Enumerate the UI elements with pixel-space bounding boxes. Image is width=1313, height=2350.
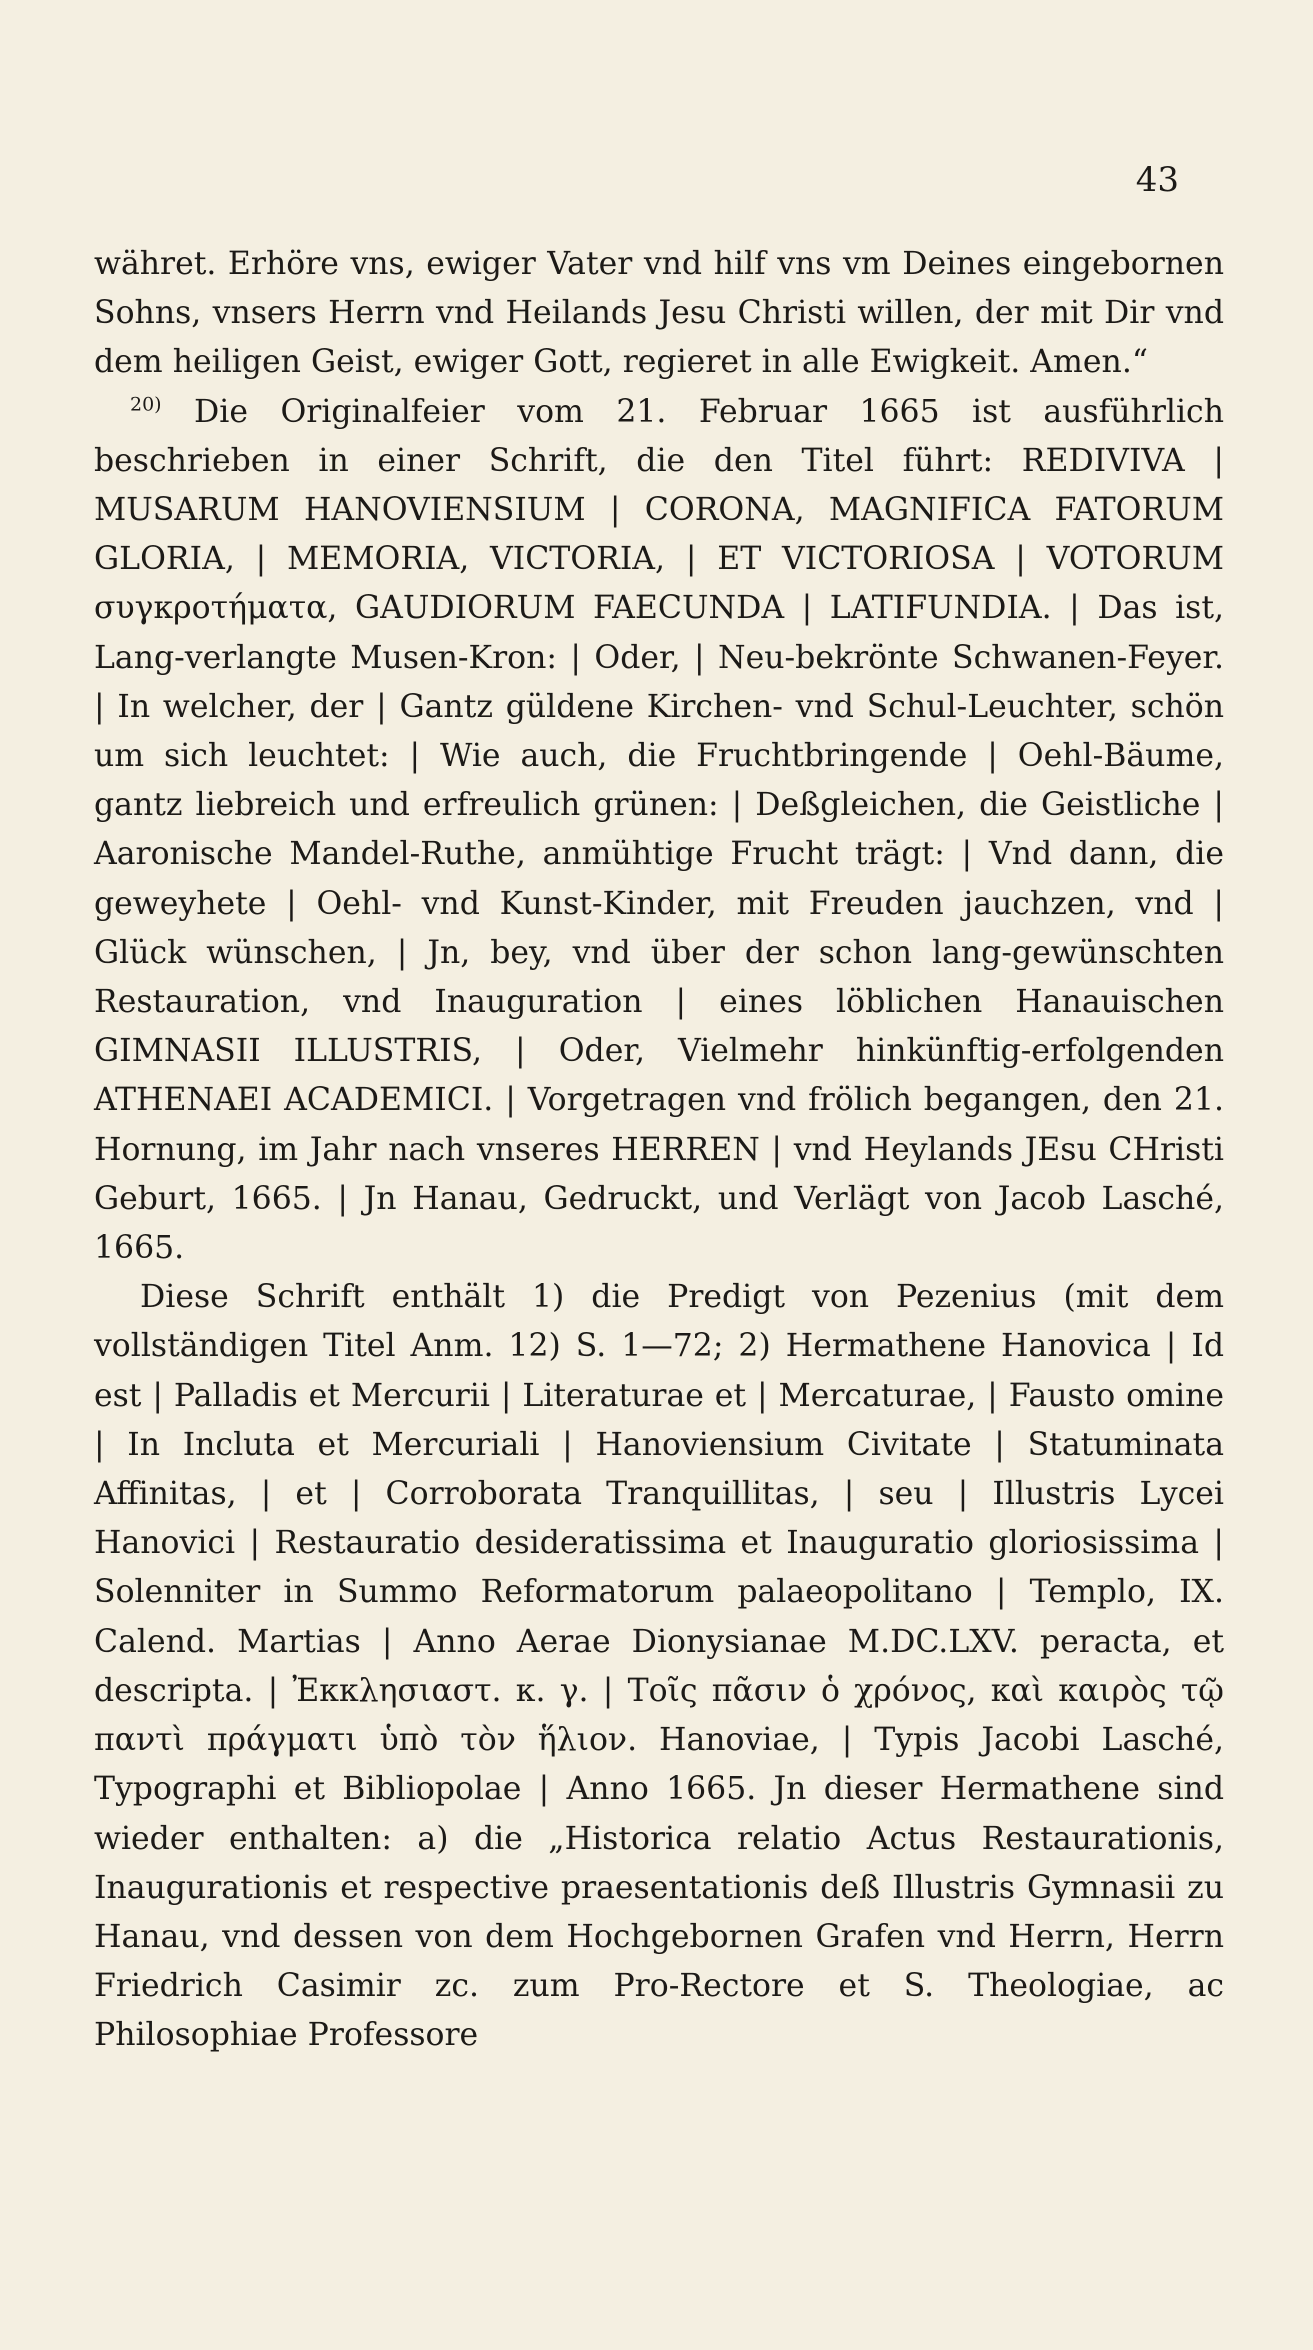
footnote-number: 20)	[130, 393, 162, 416]
paragraph-1: währet. Erhöre vns, ewiger Vater vnd hilf vns vm Deines eingebornen Sohns, vnsers Herrn vnd Heilands Jesu Christi willen, der mit Dir vnd dem heiligen Geist, ewiger Gott, regieret in alle Ewigkeit. Amen.“	[94, 246, 1224, 381]
paragraph-2-text: Die Originalfeier vom 21. Februar 1665 ist ausführlich beschrieben in einer Schrift, die den Titel führt: REDIVIVA | MUSARUM HANOVIENSIUM | CORONA, MAGNIFICA FATORUM GLORIA, | MEMORIA, VICTORIA, | ET VICTORIOSA | VOTORUM συγκροτήματα, GAUDIORUM FAECUNDA | LATIFUNDIA. | Das ist, Lang-verlangte Musen-Kron: | Oder, | Neu-bekrönte Schwanen-Feyer. | In welcher, der | Gantz güldene Kirchen- vnd Schul-Leuchter, schön um sich leuchtet: | Wie auch, die Fruchtbringende | Oehl-Bäume, gantz liebreich und erfreulich grünen: | Deßgleichen, die Geistliche | Aaronische Mandel-Ruthe, anmühtige Frucht trägt: | Vnd dann, die geweyhete | Oehl- vnd Kunst-Kinder, mit Freuden jauchzen, vnd | Glück wünschen, | Jn, bey, vnd über der schon lang-gewünschten Restauration, vnd Inauguration | eines löblichen Hanauischen GIMNASII ILLUSTRIS, | Oder, Vielmehr hinkünftig-erfolgenden ATHENAEI ACADEMICI. | Vorgetragen vnd frölich begangen, den 21. Hornung, im Jahr nach vnseres HERREN | vnd Heylands JEsu CHristi Geburt, 1665. | Jn Hanau, Gedruckt, und Verlägt von Jacob Lasché, 1665.	[94, 393, 1224, 1267]
body-text	[94, 240, 1224, 2061]
page-number: 43	[1135, 160, 1179, 200]
paragraph-2	[94, 388, 1224, 1274]
paragraph-3: Diese Schrift enthält 1) die Predigt von Pezenius (mit dem vollständigen Titel Anm. 12) S. 1—72; 2) Hermathene Hanovica | Id est | Palladis et Mercurii | Literaturae et | Mercaturae, | Fausto omine | In Incluta et Mercuriali | Hanoviensium Civitate | Statuminata Affinitas, | et | Corroborata Tranquillitas, | seu | Illustris Lycei Hanovici | Restauratio desideratissima et Inauguratio gloriosissima | Solenniter in Summo Reformatorum palaeopolitano | Templo, IX. Calend. Martias | Anno Aerae Dionysianae M.DC.LXV. peracta, et descripta. | Ἐκκλησιαστ. κ. γ. | Τοῖς πᾶσιν ὁ χρόνος, καὶ καιρὸς τῷ παντὶ πράγματι ὑπὸ τὸν ἥλιον. Hanoviae, | Typis Jacobi Lasché, Typographi et Bibliopolae | Anno 1665. Jn dieser Hermathene sind wieder enthalten: a) die „Historica relatio Actus Restaurationis, Inaugurationis et respective praesentationis deß Illustris Gymnasii zu Hanau, vnd dessen von dem Hochgebornen Grafen vnd Herrn, Herrn Friedrich Casimir zc. zum Pro-Rectore et S. Theologiae, ac Philosophiae Professore	[94, 1279, 1224, 2054]
